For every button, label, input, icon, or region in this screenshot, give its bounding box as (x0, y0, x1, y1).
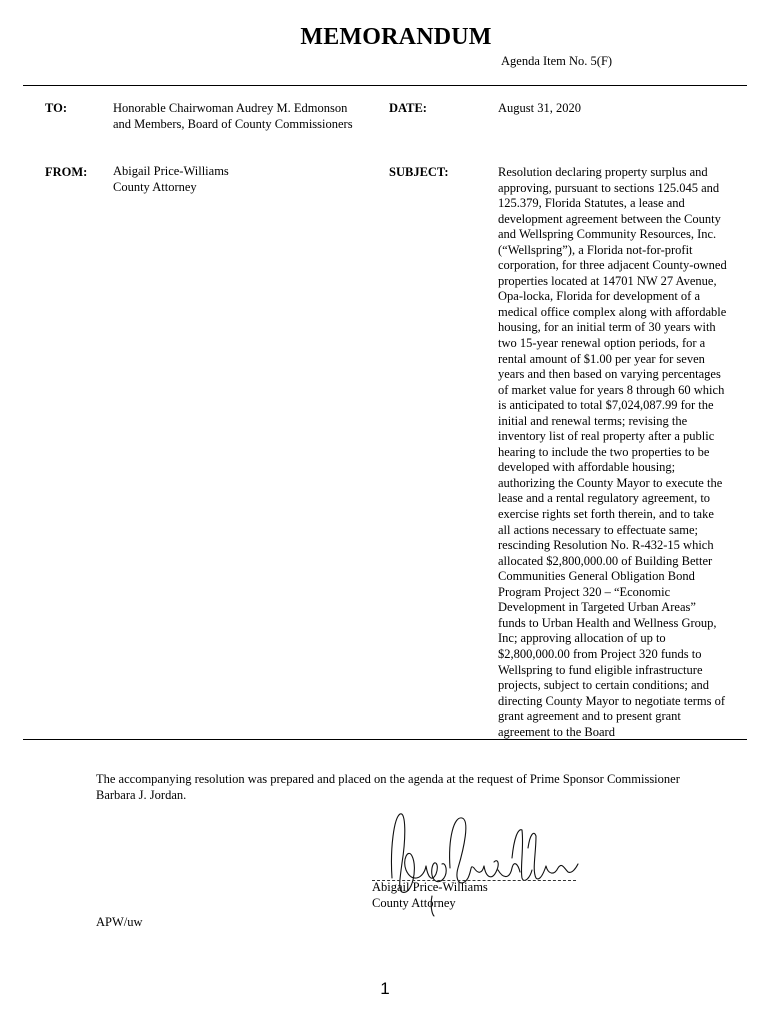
subject-line: inventory list of real property after a public (498, 429, 715, 444)
subject-line: 125.379, Florida Statutes, a lease and (498, 196, 685, 211)
subject-line: exercise rights set forth therein, and to take (498, 507, 714, 522)
subject-line: corporation, for three adjacent County-owned (498, 258, 727, 273)
subject-line: Opa-locka, Florida for development of a (498, 289, 701, 304)
from-line-2: County Attorney (113, 179, 197, 194)
page-number: 1 (380, 979, 390, 998)
to-line-2: and Members, Board of County Commissioners (113, 116, 353, 131)
subject-line: lease and a rental regulatory agreement, to (498, 491, 711, 506)
to-label: TO: (45, 101, 67, 115)
subject-line: properties located at 14701 NW 27 Avenue, (498, 273, 717, 288)
subject-line: rescinding Resolution No. R-432-15 which (498, 538, 714, 553)
subject-text (498, 165, 746, 740)
subject-line: grant agreement and to present grant (498, 709, 681, 724)
subject-line: all actions necessary to effectuate same; (498, 522, 699, 537)
agenda-item-number: Agenda Item No. 5(F) (501, 54, 613, 68)
subject-line: years and then based on varying percentages (498, 367, 721, 382)
subject-line: development agreement between the County (498, 211, 721, 226)
subject-line: housing, for an initial term of 30 years with (498, 320, 716, 335)
subject-line: Program Project 320 – “Economic (498, 584, 671, 599)
body-line-1: The accompanying resolution was prepared and placed on the agenda at the request of Prime Sponsor Commissioner (96, 772, 680, 786)
subject-line: developed with affordable housing; (498, 460, 676, 475)
from-sender (113, 164, 229, 195)
signer-name: Abigail Price-Williams (372, 880, 488, 894)
subject-line: hearing to include the two properties to be (498, 444, 710, 459)
date-label: DATE: (389, 101, 427, 115)
subject-line: directing County Mayor to negotiate terms of (498, 693, 726, 708)
to-recipient (113, 101, 353, 132)
subject-line: medical office complex along with affordable (498, 304, 727, 319)
subject-line: $2,800,000.00 from Project 320 funds to (498, 646, 702, 661)
subject-line: is anticipated to total $7,024,087.99 for the (498, 398, 714, 413)
header-top-rule (23, 85, 747, 86)
signature-block (372, 880, 488, 911)
subject-line: agreement to the Board (498, 724, 615, 739)
subject-line: (“Wellspring”), a Florida not-for-profit (498, 242, 693, 257)
subject-line: rental amount of $1.00 per year for seven (498, 351, 705, 366)
subject-line: approving, pursuant to sections 125.045 and (498, 180, 720, 195)
subject-line: Inc; approving allocation of up to (498, 631, 666, 646)
memo-title: MEMORANDUM (300, 24, 492, 50)
subject-line: Resolution declaring property surplus and (498, 165, 708, 179)
from-line-1: Abigail Price-Williams (113, 164, 229, 178)
header-bottom-rule (23, 739, 747, 740)
subject-line: funds to Urban Health and Wellness Group, (498, 615, 717, 630)
subject-label: SUBJECT: (389, 165, 449, 179)
from-label: FROM: (45, 165, 88, 179)
subject-line: Wellspring to fund eligible infrastructure (498, 662, 703, 677)
subject-line: and Wellspring Community Resources, Inc. (498, 227, 717, 242)
subject-line: two 15-year renewal option periods, for a (498, 336, 706, 351)
subject-line: projects, subject to certain conditions; and (498, 678, 710, 693)
date-value: August 31, 2020 (498, 101, 581, 115)
subject-line: initial and renewal terms; revising the (498, 413, 688, 428)
subject-line: of market value for years 8 through 60 which (498, 382, 725, 397)
subject-line: allocated $2,800,000.00 of Building Better (498, 553, 713, 568)
subject-line: Communities General Obligation Bond (498, 569, 695, 584)
signer-title: County Attorney (372, 895, 456, 910)
to-line-1: Honorable Chairwoman Audrey M. Edmonson (113, 101, 348, 115)
author-initials: APW/uw (96, 915, 143, 929)
subject-line: Development in Targeted Urban Areas” (498, 600, 696, 615)
body-line-2: Barbara J. Jordan. (96, 787, 187, 802)
body-paragraph (96, 772, 716, 803)
subject-line: authorizing the County Mayor to execute the (498, 475, 723, 490)
